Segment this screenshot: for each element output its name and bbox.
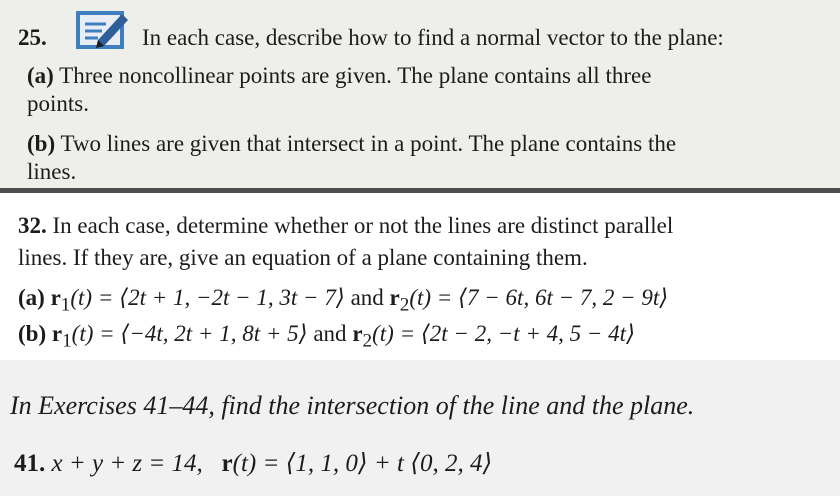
- exercise-32-number: 32.: [18, 213, 47, 238]
- part-b-label: (b): [27, 131, 56, 156]
- exercises-41-44-heading: In Exercises 41–44, find the intersection of the line and the plane.: [10, 391, 695, 420]
- exercise-41: 41. x + y + z = 14, r(t) = ⟨1, 1, 0⟩ + t ⟨0, 2, 4⟩: [14, 450, 493, 477]
- exercise-25a-line-1: (a) Three noncollinear points are given. The plane contains all three: [27, 63, 652, 88]
- exercise-41-number: 41.: [14, 450, 46, 477]
- exercise-25-number: 25.: [18, 25, 47, 50]
- part-a-label: (a): [27, 63, 54, 88]
- plane-equation: x + y + z = 14,: [51, 450, 203, 477]
- exercise-32a: (a) $r_1(t)$ = ⟨2t + 1, −2t − 1, 3t − 7⟩ and $r_2(t)$ = ⟨7 − 6t, 6t − 7, 2 − 9t⟩: [18, 285, 669, 316]
- exercise-25b-line-2: lines.: [27, 159, 77, 184]
- exercise-32-prompt-line-1: 32. In each case, determine whether or not the lines are distinct parallel: [18, 213, 674, 238]
- exercise-32-panel: [0, 198, 840, 360]
- writing-pencil-icon: [76, 10, 130, 50]
- exercise-32b: (b) $r_1(t)$ = ⟨−4t, 2t + 1, 8t + 5⟩ and $r_2(t)$ = ⟨2t − 2, −t + 4, 5 − 4t⟩: [18, 321, 636, 352]
- exercise-25b-line-1: (b) Two lines are given that intersect in a point. The plane contains the: [27, 131, 677, 156]
- exercise-41-panel: [0, 360, 840, 496]
- exercise-32-prompt-line-2: lines. If they are, give an equation of a plane containing them.: [18, 245, 588, 270]
- line-equation: (t) = ⟨1, 1, 0⟩ + t ⟨0, 2, 4⟩: [232, 450, 493, 477]
- exercise-25-panel: [0, 0, 840, 193]
- exercise-25-prompt: In each case, describe how to find a normal vector to the plane:: [142, 25, 724, 50]
- exercise-25a-line-2: points.: [27, 91, 89, 116]
